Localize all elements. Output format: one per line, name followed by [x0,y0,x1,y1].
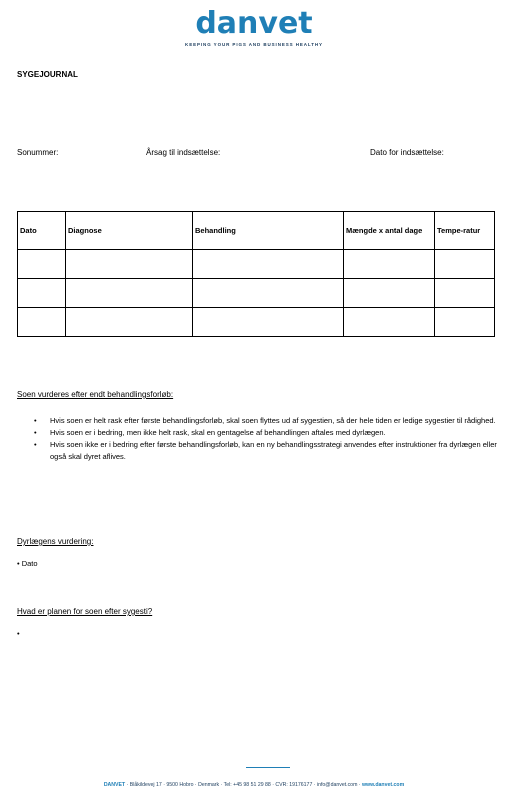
list-item [30,415,508,427]
footer-divider [246,767,290,768]
footer-brand: DANVET [103,782,126,788]
table-row [18,279,495,308]
col-header-diagnosis: Diagnose [66,212,193,250]
vet-assessment-heading: Dyrlægens vurdering: [17,537,94,546]
table-cell[interactable] [344,308,435,337]
footer-website-link[interactable]: www.danvet.com [362,782,405,788]
footer-details: · Blåkildevej 17 · 9500 Hobro · Denmark · Tel: +45 98 51 29 88 · CVR: 19176177 · info@danvet.com · [125,782,362,788]
plan-heading: Hvad er planen for soen efter sygesti? [17,607,153,616]
table-row [18,308,495,337]
list-item-text: Hvis soen er i bedring, men ikke helt rask, skal en gentagelse af behandlingen aftales med dyrlægen. [50,428,386,437]
col-header-treatment: Behandling [193,212,344,250]
brand-tagline: KEEPING YOUR PIGS AND BUSINESS HEALTHY [185,42,323,47]
table-header-row [18,212,495,250]
brand-logo: danvet [195,6,313,41]
footer [0,782,508,788]
vet-date-item: • Dato [17,559,38,568]
table-cell[interactable] [66,279,193,308]
table-row [18,250,495,279]
header-logo [0,8,508,47]
bullet-icon: • [34,440,37,449]
table-cell[interactable] [66,250,193,279]
treatment-table [17,211,495,337]
table-cell[interactable] [66,308,193,337]
plan-item: • [17,629,20,638]
assessment-heading: Soen vurderes efter endt behandlingsforløb: [17,390,174,399]
table-cell[interactable] [18,279,66,308]
assessment-list [30,415,508,463]
table-cell[interactable] [344,250,435,279]
col-header-temperature: Tempe-ratur [435,212,495,250]
table-cell[interactable] [435,279,495,308]
list-item [30,427,508,439]
list-item-text: Hvis soen ikke er i bedring efter første behandlingsforløb, kan en ny behandlingsstrategi anvendes efter instruktioner fra dyrlægen eller også skal dyret aflives. [50,440,497,461]
list-item-text: Hvis soen er helt rask efter første behandlingsforløb, skal soen flyttes ud af sygestien, så der hele tiden er ledige sygestier til rådighed. [50,416,496,425]
table-cell[interactable] [193,279,344,308]
date-label: Dato for indsættelse: [370,148,444,157]
table-cell[interactable] [344,279,435,308]
table-cell[interactable] [193,250,344,279]
reason-label: Årsag til indsættelse: [146,148,221,157]
col-header-amount-days: Mængde x antal dage [344,212,435,250]
table-cell[interactable] [435,308,495,337]
list-item [30,439,508,463]
table-cell[interactable] [18,250,66,279]
table-cell[interactable] [18,308,66,337]
sow-number-label: Sonummer: [17,148,59,157]
bullet-icon: • [34,428,37,437]
table-cell[interactable] [435,250,495,279]
table-cell[interactable] [193,308,344,337]
document-title: SYGEJOURNAL [17,70,78,79]
col-header-date: Dato [18,212,66,250]
bullet-icon: • [34,416,37,425]
